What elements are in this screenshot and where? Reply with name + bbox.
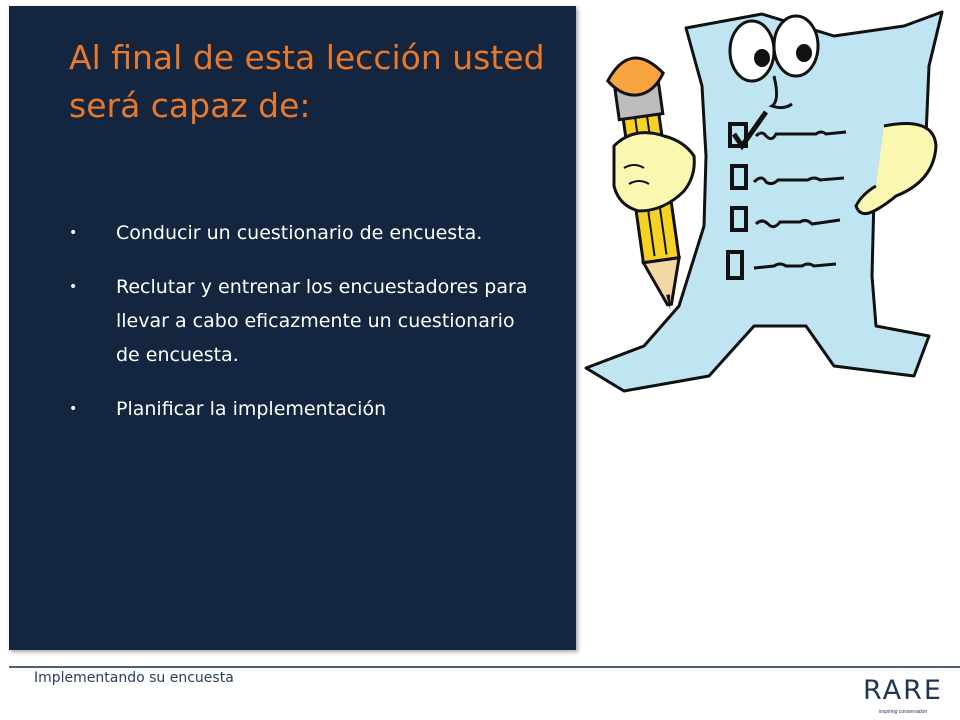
- content-panel: [9, 6, 576, 650]
- logo-tagline: inspiring conservation: [878, 709, 928, 715]
- bullet-dot-icon: •: [69, 225, 78, 241]
- logo-word: RARE: [863, 675, 943, 706]
- bullet-dot-icon: •: [69, 279, 78, 295]
- footer-divider: [9, 666, 960, 668]
- bullet-dot-icon: •: [69, 401, 78, 417]
- bullet-text: Planificar la implementación: [116, 398, 387, 420]
- bullet-item: [9, 216, 569, 250]
- bullet-text: Reclutar y entrenar los encuestadores para llevar a cabo eficazmente un cuestionario de encuesta.: [116, 276, 528, 366]
- footer-title: Implementando su encuesta: [34, 670, 234, 686]
- checklist-character-with-pencil-icon: [584, 6, 954, 396]
- bullet-item: [9, 270, 569, 372]
- rare-logo: [862, 675, 944, 715]
- bullet-text: Conducir un cuestionario de encuesta.: [116, 222, 483, 244]
- slide-title: Al final de esta lección usted será capaz de:: [69, 38, 545, 125]
- bullet-list: [9, 216, 569, 446]
- bullet-item: [9, 392, 569, 426]
